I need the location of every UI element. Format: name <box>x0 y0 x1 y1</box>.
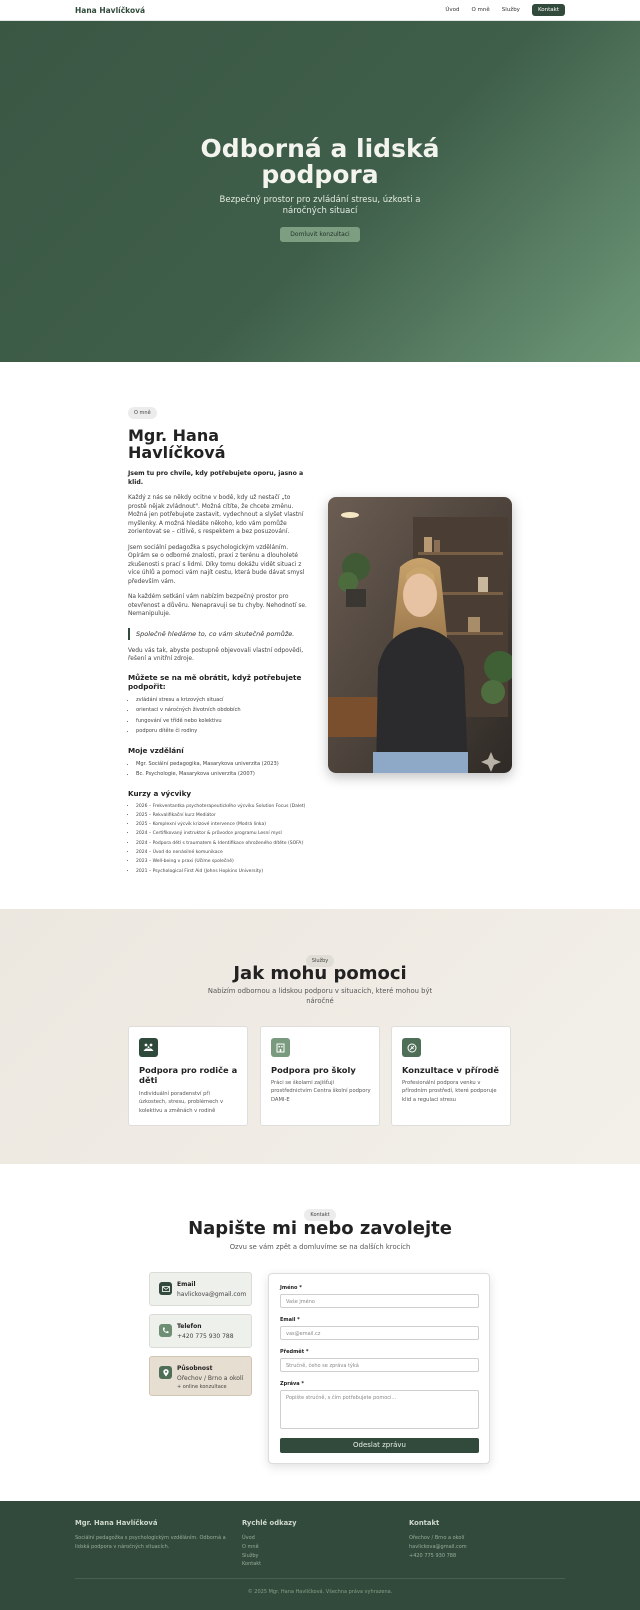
about-name-line-2: Havlíčková <box>128 443 226 462</box>
contact-area-line-1: Ořechov / Brno a okolí <box>177 1375 244 1382</box>
contact-phone-value[interactable]: +420 775 930 788 <box>177 1333 234 1340</box>
footer-about-text: Sociální pedagožka s psychologickým vzděláním. Odborná a lidská podpora v náročných situacích. <box>75 1535 226 1550</box>
service-card-parents[interactable] <box>128 1026 248 1126</box>
footer-contact-phone[interactable]: +420 775 930 788 <box>409 1552 457 1559</box>
service-card-nature[interactable] <box>391 1026 511 1126</box>
footer-links <box>242 1519 297 1569</box>
list-item: • 2025 – Rekvalifikační kurz Mediátor <box>136 811 310 820</box>
courses-list <box>128 802 310 876</box>
about-name-line-1: Mgr. Hana <box>128 426 220 445</box>
school-icon <box>271 1038 290 1057</box>
list-item: • zvládání stresu a krizových situací <box>136 695 310 706</box>
nav-link-o-mne[interactable]: O mně <box>471 7 490 13</box>
about-name <box>128 427 310 461</box>
name-label: Jméno * <box>280 1285 302 1291</box>
contact-pill: Kontakt <box>304 1209 335 1221</box>
courses-title: Kurzy a výcviky <box>128 788 192 798</box>
contact-email-card[interactable] <box>149 1272 252 1306</box>
hero-section <box>0 21 640 362</box>
subject-label: Předmět * <box>280 1349 309 1355</box>
list-item: • 2024 – Podpora dětí s traumatem & Identifikace ohroženého dítěte (SOFA) <box>136 839 310 848</box>
service-card-title: Podpora pro školy <box>271 1065 356 1075</box>
education-list <box>128 759 310 780</box>
service-card-schools[interactable] <box>260 1026 380 1126</box>
services-subtitle: Nabízím odbornou a lidskou podporu v situacích, které mohou být náročné <box>207 987 433 1005</box>
email-label: Email * <box>280 1317 300 1323</box>
education-title: Moje vzdělání <box>128 745 184 755</box>
list-item: • fungování ve třídě nebo kolektivu <box>136 716 310 727</box>
name-input[interactable]: Vaše jméno <box>280 1294 479 1308</box>
list-item: • 2024 – Úvod do nenásilné komunikace <box>136 848 310 857</box>
services-title: Jak mohu pomoci <box>233 963 407 984</box>
footer-link-uvod[interactable]: Úvod <box>242 1535 255 1541</box>
mail-icon <box>159 1282 172 1295</box>
about-section <box>0 362 640 909</box>
phone-icon <box>159 1324 172 1337</box>
service-card-title: Konzultace v přírodě <box>402 1065 499 1075</box>
help-list <box>128 695 310 737</box>
footer-links-title: Rychlé odkazy <box>242 1519 297 1527</box>
list-item: • orientaci v náročných životních obdobích <box>136 705 310 716</box>
about-paragraph: Každý z nás se někdy ocitne v bodě, kdy už nestačí „to prostě nějak zvládnout". Možná cítíte, že chcete změnu. Možná jen potřebujete zastavit, vydechnout a slyšet vlastní myšlenky. A možná hledáte někoho, kdo vám pomůže zorientovat se – citlivě, s respektem a bez posuzování. <box>128 495 304 535</box>
footer-about <box>75 1519 235 1551</box>
location-icon <box>159 1366 172 1379</box>
list-item: • 2021 – Psychological First Aid (Johns Hopkins University) <box>136 867 310 876</box>
about-lead: Jsem tu pro chvíle, kdy potřebujete oporu, jasno a klid. <box>128 470 304 486</box>
service-card-text: Práci se školami zajišťuji prostřednictvím Centra školní podpory DAMI-E <box>271 1080 371 1103</box>
footer-contact-list <box>409 1534 467 1560</box>
footer-contact-area: Ořechov / Brno a okolí <box>409 1535 465 1541</box>
message-textarea[interactable]: Popište stručně, s čím potřebujete pomoci... <box>280 1390 479 1429</box>
nav-link-sluzby[interactable]: Služby <box>501 7 520 13</box>
nav-links <box>445 4 565 16</box>
contact-email-title: Email <box>177 1281 196 1288</box>
about-paragraph: Jsem sociální pedagožka s psychologickým vzděláním. Opírám se o odborné znalosti, praxi z terénu a dlouholeté zkušenosti s prací s lidmi. Díky tomu dokážu vidět situaci z více úhlů a pomoci vám najít cestu, která bude dávat smysl především vám. <box>128 544 305 585</box>
portrait-illustration <box>328 497 512 773</box>
book-consultation-button[interactable]: Domluvit konzultaci <box>280 227 360 242</box>
leaf-icon <box>402 1038 421 1057</box>
about-closing: Vedu vás tak, abyste postupně objevovali vlastní odpovědi, řešení a vnitřní zdroje. <box>128 647 304 662</box>
footer-link-kontakt[interactable]: Kontakt <box>242 1561 262 1568</box>
contact-area-card <box>149 1356 252 1396</box>
about-text-column <box>128 399 310 876</box>
list-item: • 2023 – Well-being v praxi (Učíme společně) <box>136 857 310 866</box>
copyright: © 2025 Mgr. Hana Havlíčková. Všechna práva vyhrazena. <box>247 1589 393 1595</box>
footer-divider <box>75 1578 565 1579</box>
contact-phone-title: Telefon <box>177 1323 202 1330</box>
contact-email-value[interactable]: havlickova@gmail.com <box>177 1291 247 1298</box>
contact-area-line-2: + online konzultace <box>177 1384 227 1390</box>
family-icon <box>139 1038 158 1057</box>
submit-button[interactable]: Odeslat zprávu <box>280 1438 479 1453</box>
footer-links-list <box>242 1534 297 1569</box>
portrait-photo <box>328 497 512 773</box>
footer-link-sluzby[interactable]: Služby <box>242 1552 259 1559</box>
help-title: Můžete se na mě obrátit, když potřebujete podpořit: <box>128 672 302 691</box>
footer <box>0 1501 640 1610</box>
hero-title-line-1: Odborná a lidská <box>200 134 440 163</box>
services-section <box>0 909 640 1164</box>
hero-title-line-2: podpora <box>261 160 379 189</box>
contact-form <box>268 1273 490 1464</box>
contact-subtitle: Ozvu se vám zpět a domluvíme se na dalších krocích <box>229 1243 411 1251</box>
footer-about-title: Mgr. Hana Havlíčková <box>75 1519 158 1527</box>
brand-logo[interactable]: Hana Havlíčková <box>75 6 146 15</box>
footer-link-o-mne[interactable]: O mně <box>242 1543 259 1550</box>
service-card-text: Profesionální podpora venku v přírodním prostředí, které podporuje klid a regulaci stresu <box>402 1080 497 1103</box>
contact-title: Napište mi nebo zavolejte <box>188 1218 452 1239</box>
about-paragraph: Na každém setkání vám nabízím bezpečný prostor pro otevřenost a důvěru. Nenapravuji se tu chyby. Nehodnotí se. Nemanipuluje. <box>128 594 307 617</box>
footer-contact-title: Kontakt <box>409 1519 440 1527</box>
hero-subtitle: Bezpečný prostor pro zvládání stresu, úzkosti a náročných situací <box>219 195 421 216</box>
nav-link-uvod[interactable]: Úvod <box>445 7 460 13</box>
list-item: • Bc. Psychologie, Masarykova univerzita (2007) <box>136 769 310 780</box>
list-item: • podporu dítěte či rodiny <box>136 726 310 737</box>
footer-contact <box>409 1519 467 1560</box>
service-card-title: Podpora pro rodiče a děti <box>139 1065 238 1085</box>
about-pill: O mně <box>128 407 157 419</box>
subject-input[interactable]: Stručně, čeho se zpráva týká <box>280 1358 479 1372</box>
list-item: • 2026 – Frekventantka psychoterapeutického výcviku Solution Focus (Dalet) <box>136 802 310 811</box>
contact-phone-card[interactable] <box>149 1314 252 1348</box>
contact-area-value <box>177 1375 243 1391</box>
services-pill: Služby <box>306 955 335 967</box>
top-navbar <box>0 0 640 21</box>
service-card-text: Individuální poradenství při úzkostech, stresu, problémech v kolektivu a změnách v rodině <box>139 1091 224 1114</box>
nav-contact-button[interactable]: Kontakt <box>532 4 565 16</box>
footer-contact-email[interactable]: havlickova@gmail.com <box>409 1543 467 1550</box>
message-label: Zpráva * <box>280 1381 305 1387</box>
contact-area-title: Působnost <box>177 1365 213 1372</box>
contact-section <box>0 1164 640 1501</box>
list-item: • 2024 – Certifikovaný instruktor & průvodce programu Lesní mysl <box>136 829 310 838</box>
list-item: • 2025 – Komplexní výcvik krizové intervence (Modrá linka) <box>136 820 310 829</box>
email-input[interactable]: vas@email.cz <box>280 1326 479 1340</box>
about-quote: Společně hledáme to, co vám skutečně pomůže. <box>128 628 310 640</box>
list-item: • Mgr. Sociální pedagogika, Masarykova univerzita (2023) <box>136 759 310 770</box>
hero-title <box>0 136 640 188</box>
